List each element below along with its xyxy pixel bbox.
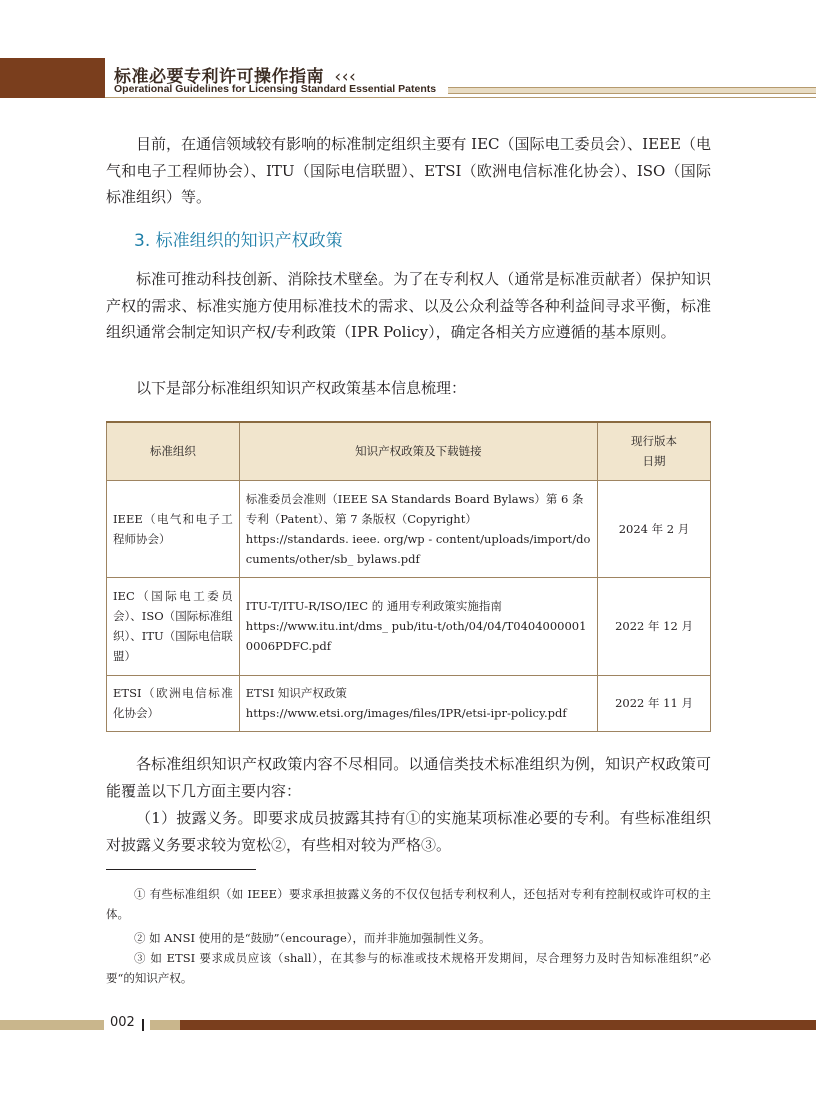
cell-policy (239, 480, 597, 577)
header-rule (448, 87, 816, 94)
section-heading: 3. 标准组织的知识产权政策 (134, 231, 343, 251)
cell-date: 2024 年 2 月 (598, 480, 711, 577)
table-row (107, 480, 711, 577)
table-row (107, 577, 711, 675)
footer-bar-right (180, 1020, 816, 1030)
cell-date: 2022 年 12 月 (598, 577, 711, 675)
item1-paragraph: （1）披露义务。即要求成员披露其持有①的实施某项标准必要的专利。有些标准组织对披露义务要求较为宽松②，有些相对较为严格③。 (106, 809, 711, 854)
table-header-row (107, 422, 711, 480)
footer-bar-mid (150, 1020, 180, 1030)
cell-policy (239, 577, 597, 675)
footnote-1: ① 有些标准组织（如 IEEE）要求承担披露义务的不仅仅包括专利权利人，还包括对专利有控制权或许可权的主体。 (106, 887, 711, 921)
header-version-line1: 现行版本 (631, 434, 678, 449)
header-color-block (0, 58, 105, 98)
footer-tick (142, 1019, 144, 1031)
policy-link[interactable]: https://standards. ieee. org/wp - content/uploads/import/documents/other/sb_ bylaws.pdf (245, 531, 591, 566)
policy-text: 标准委员会准则（IEEE SA Standards Board Bylaws）第 6 条专利（Patent）、第 7 条版权（Copyright） (245, 491, 584, 526)
header-rule-thin (105, 97, 816, 98)
header-version-line2: 日期 (642, 454, 666, 469)
policy-link[interactable]: https://www.itu.int/dms_ pub/itu-t/oth/04/04/T04040000010006PDFC.pdf (245, 619, 587, 653)
cell-org: IEEE（电气和电子工程师协会） (107, 480, 240, 577)
page-number: 002 (110, 1015, 135, 1030)
header-org: 标准组织 (107, 422, 240, 480)
policy-text: ITU-T/ITU-R/ISO/IEC 的 通用专利政策实施指南 (245, 599, 502, 613)
after-table-paragraph: 各标准组织知识产权政策内容不尽相同。以通信类技术标准组织为例，知识产权政策可能覆盖以下几方面主要内容： (106, 755, 711, 800)
footnote-3: ③ 如 ETSI 要求成员应该（shall），在其参与的标准或技术规格开发期间，尽合理努力及时告知标准组织”必要“的知识产权。 (106, 951, 711, 985)
policy-text: ETSI 知识产权政策 (245, 686, 347, 700)
book-title: 标准必要专利许可操作指南 (114, 67, 324, 87)
section-paragraph: 标准可推动科技创新、消除技术壁垒。为了在专利权人（通常是标准贡献者）保护知识产权的需求、标准实施方使用标准技术的需求、以及公众利益等各种利益间寻求平衡，标准组织通常会制定知识产权/专利政策（IPR Policy），确定各相关方应遵循的基本原则。 (106, 270, 711, 341)
running-header-subtitle: Operational Guidelines for Licensing Standard Essential Patents (114, 83, 437, 95)
chevrons-icon: ‹‹‹ (334, 67, 357, 87)
table-row (107, 675, 711, 731)
cell-policy (239, 675, 597, 731)
footer-bar-left (0, 1020, 104, 1030)
cell-date: 2022 年 11 月 (598, 675, 711, 731)
footnote-rule (106, 869, 256, 870)
ipr-policy-table (106, 421, 711, 732)
table-intro: 以下是部分标准组织知识产权政策基本信息梳理： (136, 379, 467, 397)
policy-link[interactable]: https://www.etsi.org/images/files/IPR/etsi-ipr-policy.pdf (245, 706, 567, 720)
header-policy: 知识产权政策及下载链接 (239, 422, 597, 480)
footnote-2: ② 如 ANSI 使用的是“鼓励”（encourage），而并非施加强制性义务。 (134, 931, 491, 945)
intro-paragraph: 目前，在通信领域较有影响的标准制定组织主要有 IEC（国际电工委员会）、IEEE（电气和电子工程师协会）、ITU（国际电信联盟）、ETSI（欧洲电信标准化协会）、ISO（国际标准组织）等。 (106, 135, 711, 206)
cell-org: IEC（国际电工委员会）、ISO（国际标准组织）、ITU（国际电信联盟） (107, 577, 240, 675)
header-version (598, 422, 711, 480)
cell-org: ETSI（欧洲电信标准化协会） (107, 675, 240, 731)
